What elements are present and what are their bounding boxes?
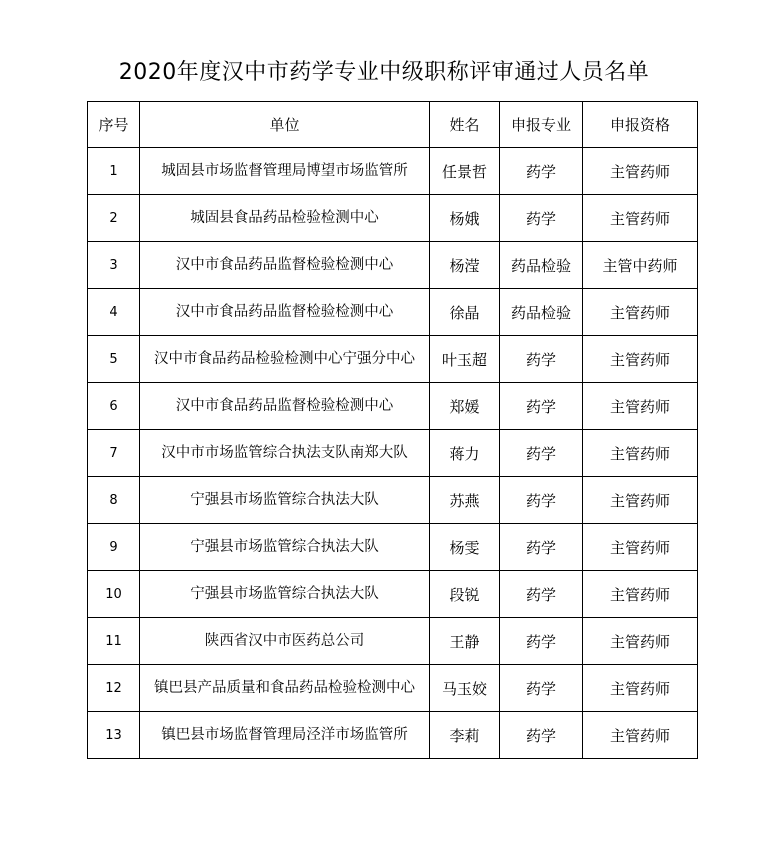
cell-no: 6 [88, 383, 140, 430]
header-qualification: 申报资格 [583, 102, 698, 148]
cell-no: 10 [88, 571, 140, 618]
cell-unit: 陕西省汉中市医药总公司 [140, 618, 430, 665]
cell-name: 段锐 [430, 571, 500, 618]
table-row [88, 148, 698, 195]
cell-no: 7 [88, 430, 140, 477]
cell-qualification: 主管中药师 [583, 242, 698, 289]
cell-major: 药学 [500, 148, 583, 195]
cell-major: 药品检验 [500, 289, 583, 336]
cell-unit: 镇巴县市场监督管理局泾洋市场监管所 [140, 712, 430, 759]
cell-qualification: 主管药师 [583, 618, 698, 665]
cell-name: 任景哲 [430, 148, 500, 195]
table-row [88, 336, 698, 383]
cell-name: 徐晶 [430, 289, 500, 336]
cell-major: 药学 [500, 336, 583, 383]
cell-no: 4 [88, 289, 140, 336]
table-row [88, 195, 698, 242]
cell-unit: 汉中市食品药品监督检验检测中心 [140, 289, 430, 336]
cell-major: 药学 [500, 571, 583, 618]
roster-table [87, 101, 698, 759]
cell-unit: 镇巴县产品质量和食品药品检验检测中心 [140, 665, 430, 712]
cell-no: 11 [88, 618, 140, 665]
cell-name: 郑媛 [430, 383, 500, 430]
cell-no: 5 [88, 336, 140, 383]
cell-name: 杨滢 [430, 242, 500, 289]
cell-no: 2 [88, 195, 140, 242]
cell-qualification: 主管药师 [583, 571, 698, 618]
table-body [88, 148, 698, 759]
cell-qualification: 主管药师 [583, 477, 698, 524]
cell-major: 药学 [500, 430, 583, 477]
cell-no: 12 [88, 665, 140, 712]
table-row [88, 665, 698, 712]
cell-qualification: 主管药师 [583, 383, 698, 430]
cell-major: 药学 [500, 712, 583, 759]
header-major: 申报专业 [500, 102, 583, 148]
cell-qualification: 主管药师 [583, 148, 698, 195]
cell-major: 药学 [500, 383, 583, 430]
cell-major: 药学 [500, 477, 583, 524]
cell-name: 叶玉超 [430, 336, 500, 383]
table-row [88, 712, 698, 759]
cell-unit: 宁强县市场监管综合执法大队 [140, 571, 430, 618]
cell-no: 1 [88, 148, 140, 195]
cell-unit: 城固县食品药品检验检测中心 [140, 195, 430, 242]
cell-no: 13 [88, 712, 140, 759]
cell-unit: 宁强县市场监管综合执法大队 [140, 477, 430, 524]
page-title: 2020年度汉中市药学专业中级职称评审通过人员名单 [118, 60, 650, 85]
cell-qualification: 主管药师 [583, 195, 698, 242]
cell-name: 杨雯 [430, 524, 500, 571]
table-row [88, 618, 698, 665]
cell-no: 9 [88, 524, 140, 571]
cell-qualification: 主管药师 [583, 289, 698, 336]
header-name: 姓名 [430, 102, 500, 148]
table-header-row [88, 102, 698, 148]
cell-name: 马玉姣 [430, 665, 500, 712]
table-row [88, 242, 698, 289]
header-unit: 单位 [140, 102, 430, 148]
cell-major: 药学 [500, 618, 583, 665]
cell-name: 蒋力 [430, 430, 500, 477]
cell-no: 8 [88, 477, 140, 524]
cell-major: 药学 [500, 195, 583, 242]
cell-qualification: 主管药师 [583, 665, 698, 712]
cell-name: 苏燕 [430, 477, 500, 524]
cell-unit: 汉中市市场监管综合执法支队南郑大队 [140, 430, 430, 477]
cell-major: 药品检验 [500, 242, 583, 289]
cell-qualification: 主管药师 [583, 430, 698, 477]
cell-unit: 汉中市食品药品监督检验检测中心 [140, 383, 430, 430]
cell-qualification: 主管药师 [583, 336, 698, 383]
cell-unit: 城固县市场监督管理局博望市场监管所 [140, 148, 430, 195]
cell-qualification: 主管药师 [583, 524, 698, 571]
cell-no: 3 [88, 242, 140, 289]
cell-unit: 汉中市食品药品检验检测中心宁强分中心 [140, 336, 430, 383]
cell-major: 药学 [500, 524, 583, 571]
cell-name: 杨娥 [430, 195, 500, 242]
cell-name: 王静 [430, 618, 500, 665]
cell-unit: 汉中市食品药品监督检验检测中心 [140, 242, 430, 289]
table-row [88, 571, 698, 618]
cell-name: 李莉 [430, 712, 500, 759]
table-row [88, 383, 698, 430]
header-no: 序号 [88, 102, 140, 148]
cell-qualification: 主管药师 [583, 712, 698, 759]
table-row [88, 477, 698, 524]
cell-unit: 宁强县市场监管综合执法大队 [140, 524, 430, 571]
table-row [88, 430, 698, 477]
table-row [88, 289, 698, 336]
table-row [88, 524, 698, 571]
cell-major: 药学 [500, 665, 583, 712]
